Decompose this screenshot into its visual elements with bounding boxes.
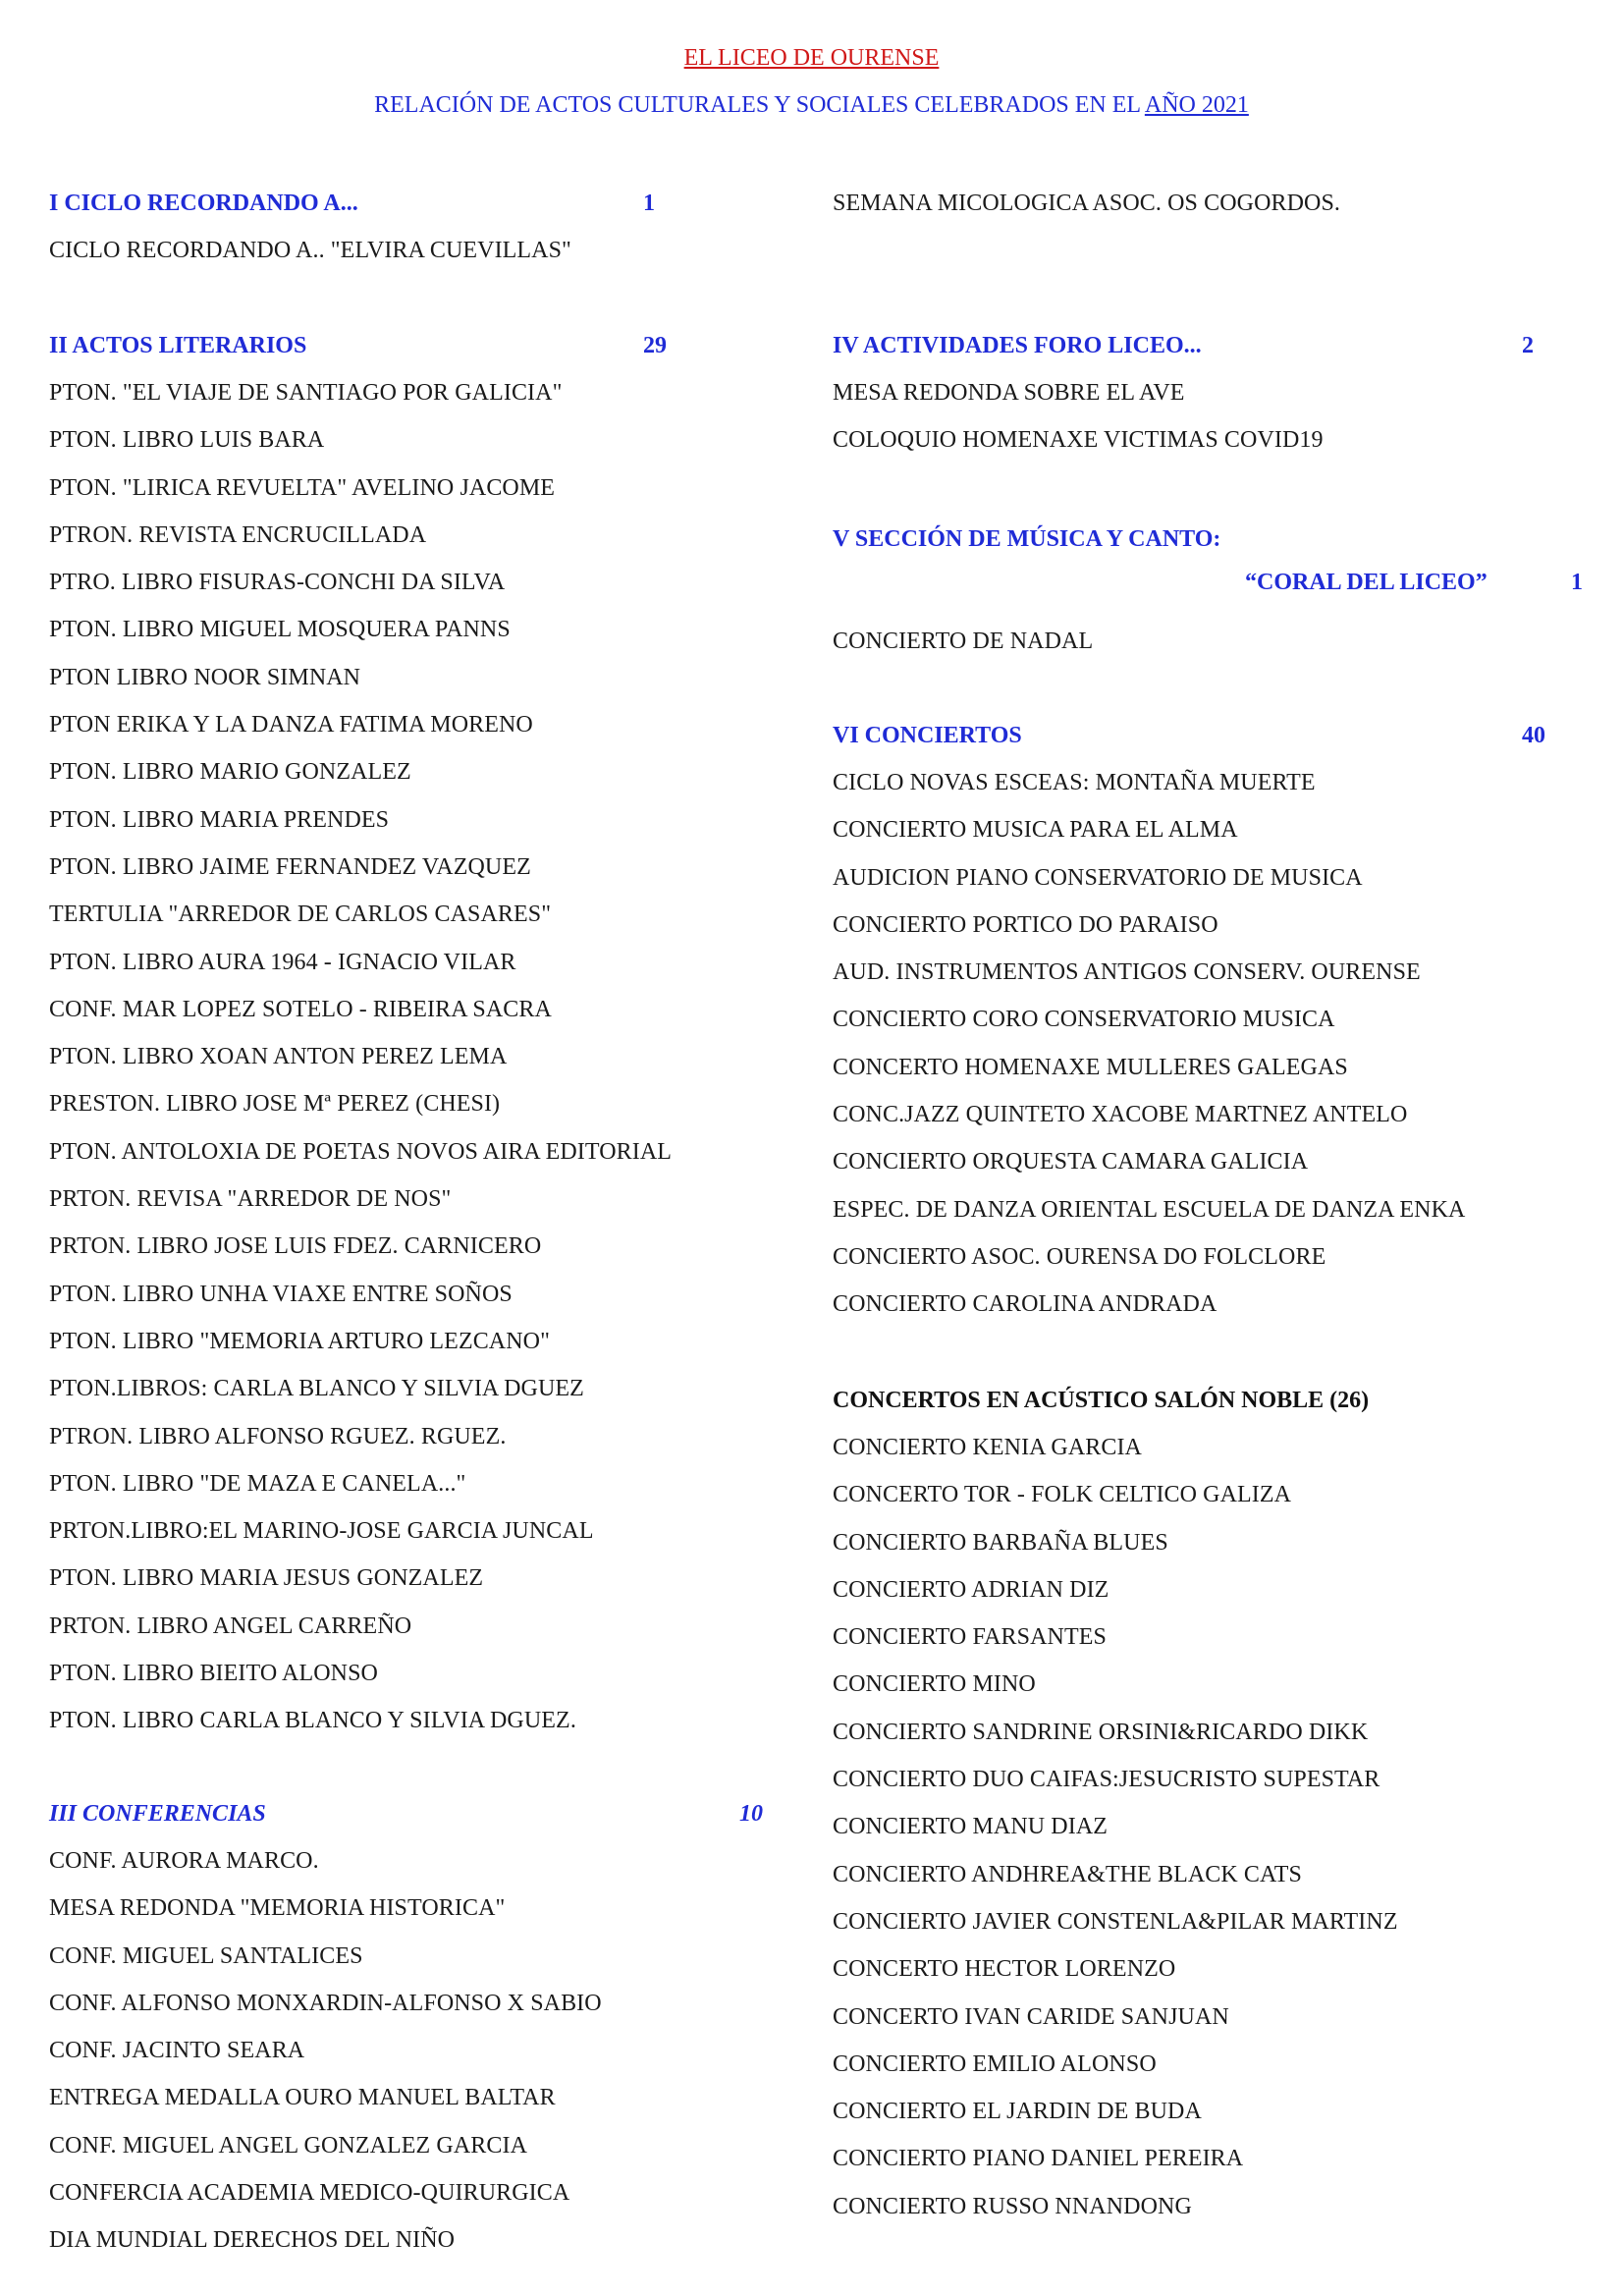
section-literarios-item: PTON. ANTOLOXIA DE POETAS NOVOS AIRA EDITORIAL [49, 1138, 673, 1165]
section-conciertos-item: CONCIERTO CORO CONSERVATORIO MUSICA [833, 1007, 1335, 1033]
section-conciertos-item: ESPEC. DE DANZA ORIENTAL ESCUELA DE DANZA ENKA [833, 1196, 1466, 1223]
section-acustico-list [833, 1424, 1608, 2230]
section-literarios-item: PRTON. REVISA "ARREDOR DE NOS" [49, 1186, 452, 1213]
section-literarios-item: PTON. LIBRO "DE MAZA E CANELA..." [49, 1470, 466, 1497]
section-acustico-item: CONCIERTO ADRIAN DIZ [833, 1576, 1109, 1603]
section-acustico [833, 1377, 1608, 2230]
section-semana-list [833, 180, 1608, 227]
section-conciertos [833, 712, 1608, 1329]
section-conciertos-item: CONCIERTO MUSICA PARA EL ALMA [833, 817, 1238, 844]
document-title: EL LICEO DE OURENSE [683, 45, 940, 71]
section-literarios-item: PTON. "LIRICA REVUELTA" AVELINO JACOME [49, 474, 556, 501]
section-musica [833, 516, 1608, 654]
section-literarios [49, 322, 825, 1745]
section-conciertos-item: CONCIERTO ORQUESTA CAMARA GALICIA [833, 1149, 1309, 1175]
section-heading-acustico [833, 1377, 1608, 1424]
section-literarios-title: II ACTOS LITERARIOS [49, 333, 307, 358]
section-heading-foro [833, 322, 1608, 369]
section-acustico-item: CONCIERTO PIANO DANIEL PEREIRA [833, 2146, 1244, 2172]
section-conferencias-item: CONF. AURORA MARCO. [49, 1848, 319, 1874]
subtitle-year: AÑO 2021 [1144, 92, 1249, 118]
section-conciertos-item: CONCIERTO PORTICO DO PARAISO [833, 911, 1218, 938]
section-musica-item: CONCIERTO DE NADAL [833, 629, 1094, 654]
section-ciclo-title: I CICLO RECORDANDO A... [49, 191, 358, 216]
subtitle-prefix: RELACIÓN DE ACTOS CULTURALES Y SOCIALES CELEBRADOS EN EL [374, 92, 1145, 118]
section-literarios-item: PTON. "EL VIAJE DE SANTIAGO POR GALICIA" [49, 380, 563, 406]
section-heading-musica [833, 516, 1608, 563]
section-literarios-item: PTON. LIBRO CARLA BLANCO Y SILVIA DGUEZ. [49, 1708, 576, 1734]
section-conferencias-item: CONF. MIGUEL SANTALICES [49, 1942, 363, 1969]
section-acustico-item: CONCIERTO SANDRINE ORSINI&RICARDO DIKK [833, 1719, 1369, 1745]
section-conciertos-count: 40 [1522, 723, 1545, 748]
section-ciclo-list [49, 227, 825, 274]
section-heading-conciertos [833, 712, 1608, 759]
section-ciclo-item: CICLO RECORDANDO A.. "ELVIRA CUEVILLAS" [49, 238, 571, 263]
section-heading-ciclo [49, 180, 825, 227]
section-conciertos-item: CONCIERTO ASOC. OURENSA DO FOLCLORE [833, 1243, 1326, 1270]
section-literarios-item: PTON ERIKA Y LA DANZA FATIMA MORENO [49, 712, 533, 738]
section-semana [833, 180, 1608, 227]
section-acustico-item: CONCERTO IVAN CARIDE SANJUAN [833, 2003, 1229, 2030]
section-literarios-item: PTRON. REVISTA ENCRUCILLADA [49, 521, 427, 548]
section-heading-literarios [49, 322, 825, 369]
section-literarios-item: TERTULIA "ARREDOR DE CARLOS CASARES" [49, 902, 552, 928]
section-conferencias-item: CONFERCIA ACADEMIA MEDICO-QUIRURGICA [49, 2180, 570, 2207]
section-foro-title: IV ACTIVIDADES FORO LICEO... [833, 333, 1202, 358]
section-conciertos-item: AUD. INSTRUMENTOS ANTIGOS CONSERV. OURENSE [833, 959, 1421, 986]
section-acustico-item: CONCIERTO RUSSO NNANDONG [833, 2193, 1192, 2219]
section-acustico-item: CONCIERTO MINO [833, 1671, 1036, 1698]
section-literarios-item: PTON. LIBRO MARIA JESUS GONZALEZ [49, 1565, 484, 1592]
section-literarios-item: PTON. LIBRO AURA 1964 - IGNACIO VILAR [49, 949, 516, 975]
section-acustico-item: CONCIERTO MANU DIAZ [833, 1814, 1109, 1840]
section-musica-title: V SECCIÓN DE MÚSICA Y CANTO: [833, 526, 1221, 552]
section-acustico-item: CONCIERTO JAVIER CONSTENLA&PILAR MARTINZ [833, 1908, 1398, 1935]
section-heading-conferencias [49, 1790, 825, 1837]
section-acustico-item: CONCIERTO EMILIO ALONSO [833, 2050, 1157, 2077]
section-conferencias-item: CONF. MIGUEL ANGEL GONZALEZ GARCIA [49, 2132, 527, 2159]
section-foro-list [833, 369, 1608, 465]
section-literarios-item: PRTON.LIBRO:EL MARINO-JOSE GARCIA JUNCAL [49, 1518, 594, 1545]
section-acustico-item: CONCIERTO DUO CAIFAS:JESUCRISTO SUPESTAR [833, 1767, 1380, 1793]
section-conferencias-item: DIA MUNDIAL DERECHOS DEL NIÑO [49, 2227, 456, 2254]
section-conciertos-item: CICLO NOVAS ESCEAS: MONTAÑA MUERTE [833, 770, 1316, 795]
section-acustico-item: CONCERTO TOR - FOLK CELTICO GALIZA [833, 1482, 1292, 1508]
section-conciertos-list [833, 759, 1608, 1329]
section-conferencias-count: 10 [739, 1801, 763, 1827]
section-acustico-item: CONCIERTO ANDHREA&THE BLACK CATS [833, 1861, 1303, 1887]
section-literarios-item: CONF. MAR LOPEZ SOTELO - RIBEIRA SACRA [49, 996, 552, 1022]
section-literarios-item: PTON. LIBRO MARIO GONZALEZ [49, 759, 411, 786]
section-literarios-item: PTON. LIBRO BIEITO ALONSO [49, 1661, 378, 1687]
section-literarios-item: PTON.LIBROS: CARLA BLANCO Y SILVIA DGUEZ [49, 1376, 584, 1402]
section-literarios-item: PTON. LIBRO UNHA VIAXE ENTRE SOÑOS [49, 1281, 513, 1307]
section-literarios-item: PTON LIBRO NOOR SIMNAN [49, 664, 361, 690]
section-ciclo-count: 1 [643, 191, 655, 216]
section-literarios-item: PTON. LIBRO "MEMORIA ARTURO LEZCANO" [49, 1328, 551, 1354]
section-literarios-item: PTON. LIBRO LUIS BARA [49, 427, 325, 454]
section-conferencias-list [49, 1837, 825, 2265]
section-conferencias-item: CONF. JACINTO SEARA [49, 2038, 305, 2064]
section-musica-list [833, 618, 1608, 665]
section-literarios-item: PRTON. LIBRO JOSE LUIS FDEZ. CARNICERO [49, 1233, 542, 1260]
section-conferencias [49, 1790, 825, 2265]
section-conferencias-item: CONF. ALFONSO MONXARDIN-ALFONSO X SABIO [49, 1990, 602, 2016]
section-foro [833, 322, 1608, 465]
section-acustico-item: CONCIERTO KENIA GARCIA [833, 1435, 1142, 1460]
section-foro-item: MESA REDONDA SOBRE EL AVE [833, 380, 1185, 406]
section-literarios-item: PRESTON. LIBRO JOSE Mª PEREZ (CHESI) [49, 1091, 501, 1118]
section-literarios-count: 29 [643, 333, 667, 358]
section-conciertos-title: VI CONCIERTOS [833, 723, 1022, 748]
section-literarios-item: PRTON. LIBRO ANGEL CARREÑO [49, 1613, 412, 1639]
section-conferencias-item: ENTREGA MEDALLA OURO MANUEL BALTAR [49, 2085, 556, 2111]
section-literarios-item: PTON. LIBRO MARIA PRENDES [49, 806, 390, 833]
section-semana-item: SEMANA MICOLOGICA ASOC. OS COGORDOS. [833, 191, 1341, 216]
section-musica-count: 1 [1571, 570, 1583, 595]
section-foro-count: 2 [1522, 333, 1534, 358]
section-conciertos-item: AUDICION PIANO CONSERVATORIO DE MUSICA [833, 864, 1363, 891]
document-subtitle [0, 92, 1623, 119]
section-literarios-item: PTRO. LIBRO FISURAS-CONCHI DA SILVA [49, 570, 506, 596]
section-conferencias-item: MESA REDONDA "MEMORIA HISTORICA" [49, 1895, 506, 1922]
section-acustico-item: CONCIERTO FARSANTES [833, 1624, 1107, 1651]
coral-subheading: “CORAL DEL LICEO” [1245, 570, 1488, 595]
section-literarios-list [49, 369, 825, 1745]
section-acustico-item: CONCERTO HECTOR LORENZO [833, 1956, 1176, 1983]
section-acustico-item: CONCIERTO EL JARDIN DE BUDA [833, 2099, 1202, 2125]
section-literarios-item: PTON. LIBRO MIGUEL MOSQUERA PANNS [49, 617, 511, 643]
section-foro-item: COLOQUIO HOMENAXE VICTIMAS COVID19 [833, 427, 1324, 454]
section-literarios-item: PTRON. LIBRO ALFONSO RGUEZ. RGUEZ. [49, 1423, 507, 1449]
section-literarios-item: PTON. LIBRO XOAN ANTON PEREZ LEMA [49, 1044, 508, 1070]
section-conciertos-item: CONCIERTO CAROLINA ANDRADA [833, 1291, 1217, 1318]
section-literarios-item: PTON. LIBRO JAIME FERNANDEZ VAZQUEZ [49, 853, 531, 880]
section-conferencias-title: III CONFERENCIAS [49, 1801, 266, 1827]
section-acustico-item: CONCIERTO BARBAÑA BLUES [833, 1529, 1168, 1556]
section-ciclo [49, 180, 825, 274]
section-conciertos-item: CONC.JAZZ QUINTETO XACOBE MARTNEZ ANTELO [833, 1102, 1408, 1128]
section-conciertos-item: CONCERTO HOMENAXE MULLERES GALEGAS [833, 1054, 1348, 1080]
section-acustico-title: CONCERTOS EN ACÚSTICO SALÓN NOBLE (26) [833, 1388, 1370, 1413]
